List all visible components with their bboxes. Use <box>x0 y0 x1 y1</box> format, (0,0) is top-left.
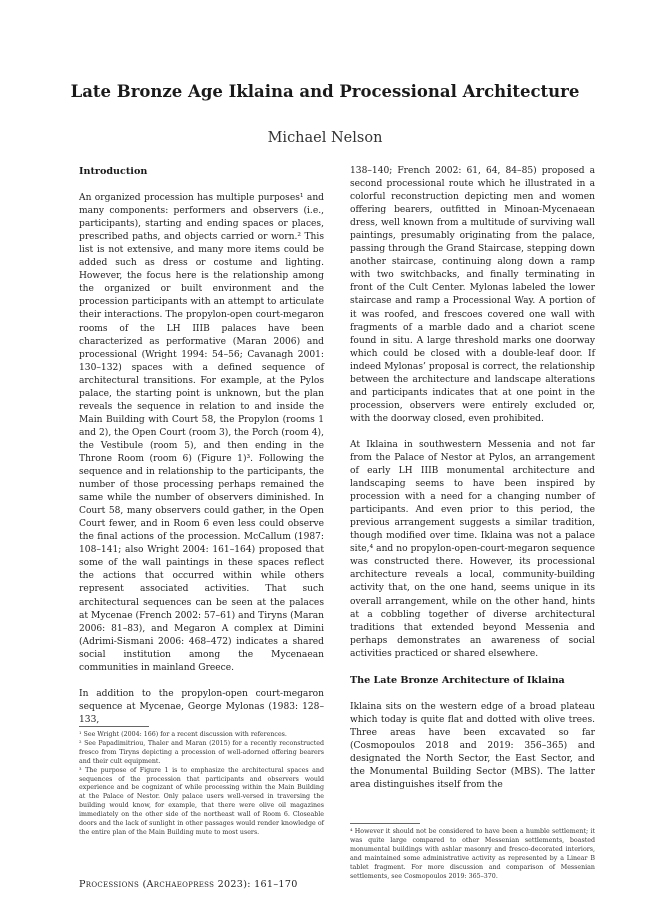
paragraph: Iklaina sits on the western edge of a broad plateau which today is quite flat and dotted with olive trees. Three areas have been excavated so far (Cosmopoulos 2018 and 2019: 356–365) and designated the North Sector, the East Sector, and the Monumental Building Sector (MBS). The latter area distinguishes itself from the <box>350 701 595 791</box>
right-column <box>350 165 595 805</box>
page-title: Late Bronze Age Iklaina and Processional Architecture <box>70 82 580 101</box>
section-heading-architecture: The Late Bronze Architecture of Iklaina <box>350 674 565 686</box>
footnote-divider <box>79 726 149 727</box>
footnotes-right <box>350 823 595 881</box>
section-heading-introduction: Introduction <box>79 166 148 177</box>
footnote: ¹ See Wright (2004: 166) for a recent discussion with references. <box>79 731 287 738</box>
paragraph: An organized procession has multiple purposes¹ and many components: performers and observers (i.e., participants), starting and ending spaces or places, prescribed paths, and objects carried or worn.² This list is not extensive, and many more items could be added such as dress or costume and lighting. However, the focus here is the relationship among the organized or built environment and the procession participants with an attempt to articulate their interactions. The propylon-open court-megaron rooms of the LH IIIB palaces have been characterized as performative (Maran 2006) and processional (Wright 1994: 54–56; Cavanagh 2001: 130–132) spaces with a defined sequence of architectural transitions. For example, at the Pylos palace, the starting point is unknown, but the plan reveals the sequence in relation to and inside the Main Building with Court 58, the Propylon (rooms 1 and 2), the Open Court (room 3), the Porch (room 4), the Vestibule (room 5), and then ending in the Throne Room (room 6) (Figure 1)³. Following the sequence and in relationship to the participants, the number of those processing perhaps remained the same while the number of observers diminished. In Court 58, many observers could gather, in the Open Court fewer, and in Room 6 even less could observe the final actions of the procession. McCallum (1987: 108–141; also Wright 2004: 161–164) proposed that some of the wall paintings in these spaces reflect the actions that occurred within while others represent associated activities. That such architectural sequences can be seen at the palaces at Mycenae (French 2002: 57–61) and Tiryns (Maran 2006: 81–83), and Megaron A complex at Dimini (Adrimi-Sismani 2006: 468–472) indicates a shared social institution among the Mycenaean communities in mainland Greece. <box>79 193 324 673</box>
footnote: ⁴ However it should not be considered to have been a humble settlement; it was quite large compared to other Messenian settlements, boasted monumental buildings with ashlar masonry and fresco-decorated interiors, and maintained some administrative activity as represented by a Linear B tablet fragment. For more discussion and comparison of Messenian settlements, see Cosmopoulos 2019: 365–370. <box>350 828 595 880</box>
footnote: ² See Papadimitriou, Thaler and Maran (2015) for a recently reconstructed fresco from Tiryns depicting a procession of well-adorned offering bearers and their cult equipment. <box>79 739 324 765</box>
footnote: ³ The purpose of Figure 1 is to emphasize the architectural spaces and sequences of the procession that participants and observers would experience and be cognizant of while processing within the Main Building at the Palace of Nestor. Only palace users well-versed in traversing the building would know, for example, that there were olive oil magazines immediately on the other side of the northeast wall of Room 6. Closeable doors and the lack of sunlight in other passages would render knowledge of the entire plan of the Main Building mute to most users. <box>79 766 324 836</box>
left-column <box>79 165 324 740</box>
paragraph: 138–140; French 2002: 61, 64, 84–85) proposed a second processional route which he illustrated in a colorful reconstruction depicting men and women offering bearers, outfitted in Minoan-Mycenaean dress, well known from a multitude of surviving wall paintings, presumably originating from the palace, passing through the Grand Staircase, stepping down another staircase, continuing along down a ramp with two switchbacks, and finally terminating in front of the Cult Center. Mylonas labeled the lower staircase and ramp a Processional Way. A portion of it was roofed, and frescoes covered one wall with fragments of a marble dado and a chariot scene found in situ. A large threshold marks one doorway which could be closed with a double-leaf door. If indeed Mylonas’ proposal is correct, the relationship between the architecture and landscape alterations and participants indicates that at one point in the procession, observers were entirely excluded or, with the doorway closed, even prohibited. <box>350 166 595 424</box>
footnote-divider <box>350 823 420 824</box>
page-footer: Processions (Archaeopress 2023): 161–170 <box>79 879 298 890</box>
paragraph: In addition to the propylon-open court-megaron sequence at Mycenae, George Mylonas (1983: 128–133, <box>79 688 324 725</box>
author-name: Michael Nelson <box>267 130 383 146</box>
paragraph: At Iklaina in southwestern Messenia and not far from the Palace of Nestor at Pylos, an arrangement of early LH IIIB monumental architecture and landscaping seems to have been inspired by procession with a need for a changing number of participants. And even prior to this period, the previous arrangement suggests a similar tradition, though modified over time. Iklaina was not a palace site,⁴ and no propylon-open-court-megaron sequence was constructed there. However, its processional architecture reveals a local, community-building activity that, on the one hand, seems unique in its overall arrangement, while on the other hand, hints at a cobbling together of diverse architectural traditions that extended beyond Messenia and perhaps demonstrates an awareness of social activities practiced or shared elsewhere. <box>350 439 595 659</box>
footnotes-left <box>79 726 324 838</box>
